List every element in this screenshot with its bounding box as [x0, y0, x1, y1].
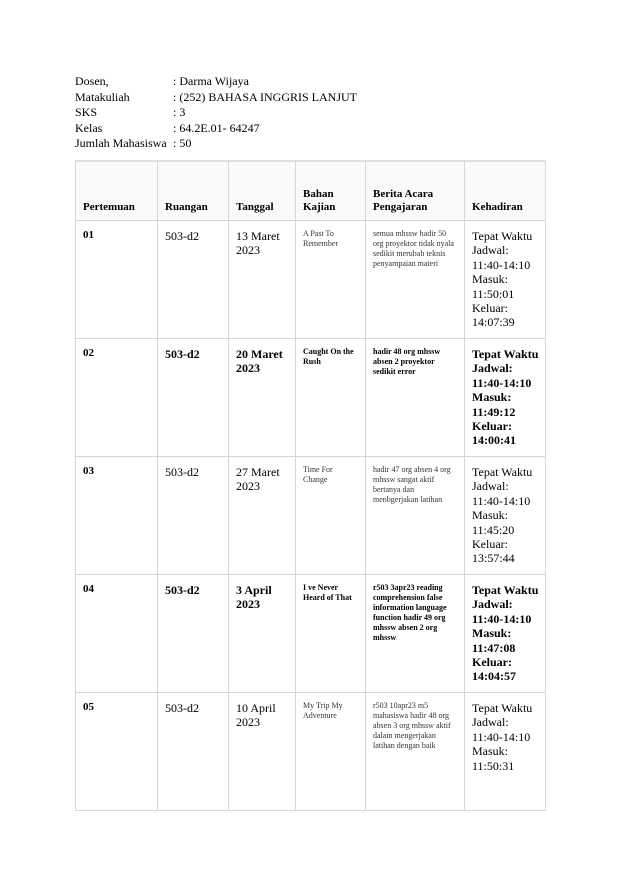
table-row	[76, 693, 546, 811]
room: 503-d2	[158, 457, 229, 575]
table-row	[76, 339, 546, 457]
attendance-table	[75, 160, 546, 811]
header-room: Ruangan	[158, 161, 229, 221]
topic: I ve Never Heard of That	[296, 575, 366, 693]
table-header-row	[76, 161, 546, 221]
header-meeting: Pertemuan	[76, 161, 158, 221]
schedule-label: Jadwal:	[472, 715, 509, 730]
check-in-label: Masuk:	[472, 390, 512, 405]
info-value: : 64.2E.01- 64247	[173, 120, 260, 135]
info-row-course	[75, 90, 357, 106]
attendance-status: Tepat Waktu	[472, 583, 539, 597]
topic: My Trip My Adventure	[296, 693, 366, 811]
check-in-value: 11:50:31	[472, 758, 515, 773]
meeting-number: 05	[76, 693, 158, 811]
date: 27 Maret 2023	[229, 457, 296, 575]
attendance	[465, 457, 546, 575]
schedule-value: 11:40-14:10	[472, 493, 531, 508]
date: 20 Maret 2023	[229, 339, 296, 457]
schedule-label: Jadwal:	[472, 243, 509, 258]
room: 503-d2	[158, 575, 229, 693]
check-in-label: Masuk:	[472, 508, 508, 523]
topic: Caught On the Rush	[296, 339, 366, 457]
attendance	[465, 221, 546, 339]
header-attendance: Kehadiran	[465, 161, 546, 221]
check-in-label: Masuk:	[472, 272, 508, 287]
teaching-report: r503 3apr23 reading comprehension false information language function hadir 49 org mhssw absen 2 org mhssw	[366, 575, 465, 693]
teaching-report: semua mhssw hadir 50 org proyektor tidak nyala sedikit merubah teknis penyampaian materi	[366, 221, 465, 339]
schedule-label: Jadwal:	[472, 361, 513, 376]
info-value: : Darma Wijaya	[173, 74, 249, 88]
check-in-value: 11:47:08	[472, 640, 516, 655]
table-row	[76, 221, 546, 339]
date: 13 Maret 2023	[229, 221, 296, 339]
info-label: Kelas	[75, 120, 103, 135]
check-out-label: Keluar:	[472, 537, 508, 552]
header-teaching-report: Berita Acara Pengajaran	[366, 161, 465, 221]
info-value: : 3	[173, 105, 186, 119]
attendance-status: Tepat Waktu	[472, 701, 533, 715]
check-out-value: 14:00:41	[472, 433, 516, 448]
check-out-value: 14:04:57	[472, 669, 516, 684]
room: 503-d2	[158, 693, 229, 811]
room: 503-d2	[158, 339, 229, 457]
info-row-lecturer	[75, 74, 357, 90]
teaching-report: hadir 47 org absen 4 org mhssw sangat aktif bertanya dan menbgerjakan latihan	[366, 457, 465, 575]
header-topic: Bahan Kajian	[296, 161, 366, 221]
info-value: : 50	[173, 136, 192, 150]
check-in-label: Masuk:	[472, 626, 512, 641]
schedule-value: 11:40-14:10	[472, 729, 531, 744]
topic: A Past To Remember	[296, 221, 366, 339]
info-row-credits	[75, 105, 357, 121]
attendance	[465, 693, 546, 811]
info-value: : (252) BAHASA INGGRIS LANJUT	[173, 89, 358, 104]
info-label: Matakuliah	[75, 89, 130, 104]
info-row-students	[75, 136, 357, 152]
check-out-label: Keluar:	[472, 419, 512, 434]
schedule-label: Jadwal:	[472, 597, 513, 612]
table-row	[76, 575, 546, 693]
table-row	[76, 457, 546, 575]
meeting-number: 02	[76, 339, 158, 457]
check-out-label: Keluar:	[472, 655, 512, 670]
meeting-number: 01	[76, 221, 158, 339]
schedule-label: Jadwal:	[472, 479, 509, 494]
check-out-value: 13:57:44	[472, 551, 515, 566]
check-out-label: Keluar:	[472, 301, 508, 316]
attendance	[465, 339, 546, 457]
course-info	[75, 74, 357, 152]
info-label: SKS	[75, 105, 98, 119]
info-row-class	[75, 121, 357, 137]
schedule-value: 11:40-14:10	[472, 611, 532, 626]
room: 503-d2	[158, 221, 229, 339]
date: 10 April 2023	[229, 693, 296, 811]
attendance-status: Tepat Waktu	[472, 229, 533, 243]
date: 3 April 2023	[229, 575, 296, 693]
check-in-value: 11:45:20	[472, 522, 515, 537]
meeting-number: 04	[76, 575, 158, 693]
teaching-report: hadir 48 org mhssw absen 2 proyektor sedikit error	[366, 339, 465, 457]
header-date: Tanggal	[229, 161, 296, 221]
meeting-number: 03	[76, 457, 158, 575]
schedule-value: 11:40-14:10	[472, 257, 531, 272]
check-in-value: 11:49:12	[472, 404, 516, 419]
attendance-status: Tepat Waktu	[472, 347, 539, 361]
schedule-value: 11:40-14:10	[472, 375, 532, 390]
attendance	[465, 575, 546, 693]
check-out-value: 14:07:39	[472, 315, 515, 330]
info-label: Jumlah Mahasiswa	[75, 136, 167, 150]
check-in-label: Masuk:	[472, 744, 508, 759]
topic: Time For Change	[296, 457, 366, 575]
info-label: Dosen,	[75, 74, 109, 88]
attendance-status: Tepat Waktu	[472, 465, 533, 479]
check-in-value: 11:50:01	[472, 286, 515, 301]
teaching-report: r503 10apr23 m5 mahasiswa hadir 48 org absen 3 org mhssw aktif dalam mengerjakan latihan dengan baik	[366, 693, 465, 811]
